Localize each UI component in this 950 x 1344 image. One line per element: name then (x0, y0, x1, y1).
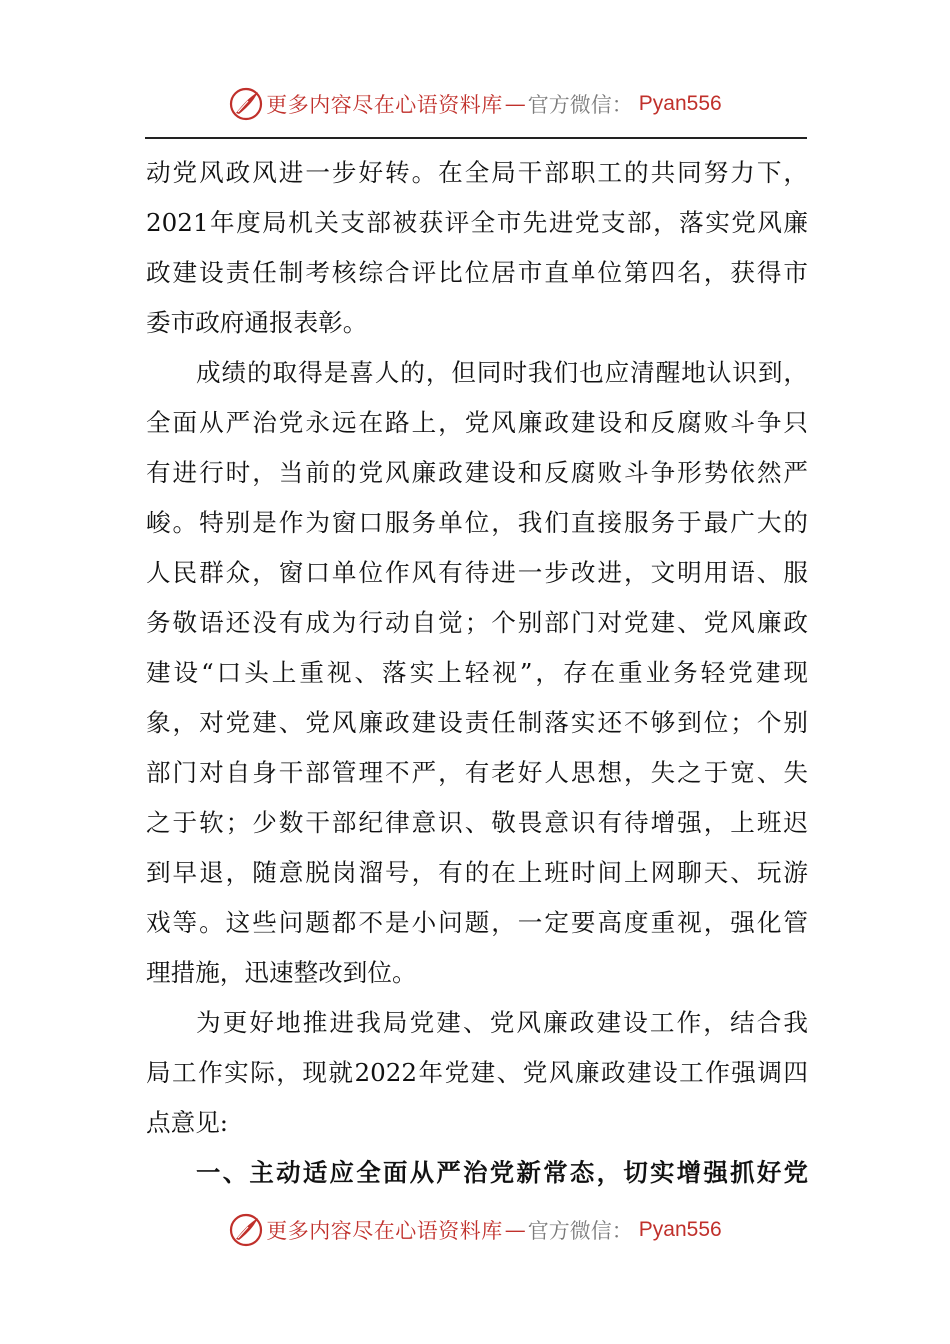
text-line: 人民群众，窗口单位作风有待进一步改进，文明用语、服 (146, 558, 808, 587)
text-line: 理措施，迅速整改到位。 (146, 958, 417, 987)
text-line: 象，对党建、党风廉政建设责任制落实还不够到位；个别 (146, 708, 808, 737)
text-line: 有进行时，当前的党风廉政建设和反腐败斗争形势依然严 (146, 458, 808, 487)
text-line: 务敬语还没有成为行动自觉；个别部门对党建、党风廉政 (146, 608, 808, 637)
text-line: 为更好地推进我局党建、党风廉政建设工作，结合我 (196, 1008, 808, 1037)
text-line: 成绩的取得是喜人的，但同时我们也应清醒地认识到， (196, 358, 808, 387)
text-line: 建设“口头上重视、落实上轻视”，存在重业务轻党建现 (146, 658, 808, 687)
header-wechat-label: 官方微信： (527, 93, 633, 117)
text-line: 2021年度局机关支部被获评全市先进党支部，落实党风廉 (146, 208, 808, 237)
section-heading (146, 1148, 808, 1198)
heading-line: 一、主动适应全面从严治党新常态，切实增强抓好党 (196, 1158, 808, 1187)
footer-watermark-text: 更多内容尽在心语资料库 (266, 1219, 503, 1243)
header-watermark-text: 更多内容尽在心语资料库 (266, 93, 503, 117)
text-line: 委市政府通报表彰。 (146, 308, 368, 337)
text-line: 到早退，随意脱岗溜号，有的在上班时间上网聊天、玩游 (146, 858, 808, 887)
text-line: 点意见: (146, 1108, 229, 1137)
document-body (146, 148, 808, 1198)
text-line: 戏等。这些问题都不是小问题，一定要高度重视，强化管 (146, 908, 808, 937)
paragraph (146, 148, 808, 348)
paragraph (146, 348, 808, 998)
header-watermark (0, 84, 950, 124)
footer-wechat-label: 官方微信： (527, 1219, 633, 1243)
text-line: 动党风政风进一步好转。在全局干部职工的共同努力下， (146, 158, 808, 187)
footer-watermark-separator: — (504, 1218, 526, 1242)
text-line: 政建设责任制考核综合评比位居市直单位第四名，获得市 (146, 258, 808, 287)
text-line: 局工作实际，现就2022年党建、党风廉政建设工作强调四 (146, 1058, 808, 1087)
header-watermark-separator: — (504, 92, 526, 116)
text-line: 之于软；少数干部纪律意识、敬畏意识有待增强，上班迟 (146, 808, 808, 837)
header-wechat-id: Pyan556 (638, 92, 722, 115)
quill-logo-icon (228, 1212, 264, 1248)
text-line: 全面从严治党永远在路上，党风廉政建设和反腐败斗争只 (146, 408, 808, 437)
footer-watermark (0, 1210, 950, 1250)
footer-wechat-id: Pyan556 (638, 1218, 722, 1241)
text-line: 峻。特别是作为窗口服务单位，我们直接服务于最广大的 (146, 508, 808, 537)
text-line: 部门对自身干部管理不严，有老好人思想，失之于宽、失 (146, 758, 808, 787)
paragraph (146, 998, 808, 1148)
quill-logo-icon (228, 86, 264, 122)
header-rule (145, 137, 807, 139)
